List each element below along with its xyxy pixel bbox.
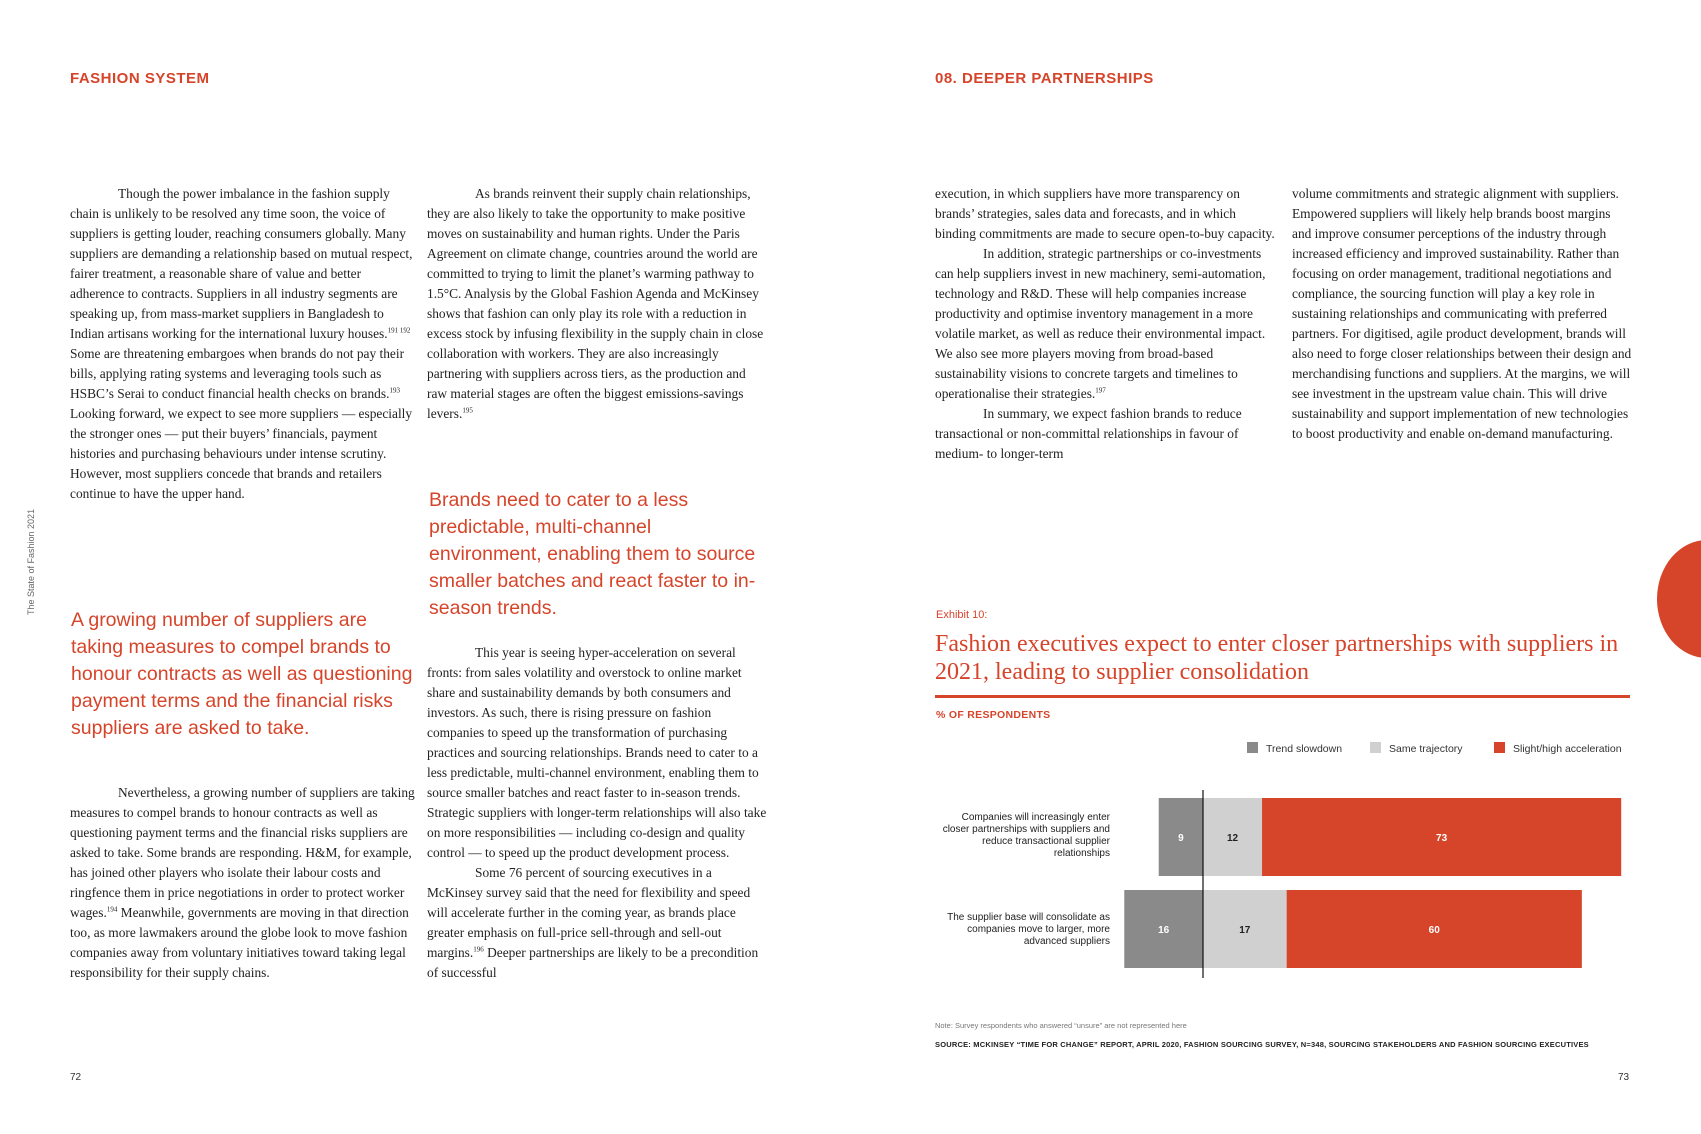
legend-item-trend-slowdown: Trend slowdown: [1247, 742, 1342, 755]
stacked-bar-chart: [1120, 790, 1640, 990]
paragraph: Though the power imbalance in the fashion supply chain is unlikely to be resolved any time soon, the voice of suppliers is getting louder, reaching consumers globally. Many suppliers are demanding a relationship based on mutual respect, fairer treatment, a reasonable share of value and better adherence to contracts. Suppliers in all industry segments are speaking up, from mass-market suppliers in Bangladesh to Indian artisans working for the international luxury houses.$^{191 192}$ Some are threatening embargoes when brands do not pay their bills, applying rating systems and leveraging tools such as HSBC’s Serai to conduct financial health checks on brands.$^{193}$ Looking forward, we expect to see more suppliers — especially the stronger ones — put their buyers’ financials, payment histories and purchasing behaviours under intense scrutiny. However, most suppliers concede that brands and retailers continue to have the upper hand.: [70, 186, 413, 501]
section-label-right: 08. DEEPER PARTNERSHIPS: [935, 70, 1154, 87]
body-column-1-lower: [70, 783, 415, 983]
legend-item-acceleration: Slight/high acceleration: [1494, 742, 1622, 755]
chart-category-label-1: Companies will increasingly enter closer partnerships with suppliers and reduce transactional supplier relationships: [942, 812, 1110, 859]
decorative-red-circle: [1657, 540, 1701, 658]
exhibit-note: Note: Survey respondents who answered “unsure” are not represented here: [935, 1021, 1187, 1030]
body-column-3: [935, 184, 1275, 464]
paragraph: As brands reinvent their supply chain relationships, they are also likely to take the opportunity to make positive moves on sustainability and human rights. Under the Paris Agreement on climate change, countries around the world are committed to trying to limit the planet’s warming pathway to 1.5°C. Analysis by the Global Fashion Agenda and McKinsey shows that fashion can only play its role with a reduction in excess stock by infusing flexibility in the supply chain in close collaboration with workers. They are also increasingly partnering with suppliers across tiers, as the production and raw material stages are often the biggest emissions-savings levers.$^{195}$: [427, 186, 764, 421]
exhibit-label: Exhibit 10:: [936, 609, 988, 621]
legend-swatch: [1247, 742, 1258, 753]
section-label-left: FASHION SYSTEM: [70, 70, 210, 87]
bar-value-label: 17: [1239, 925, 1251, 936]
body-column-1: [70, 184, 415, 504]
exhibit-source: SOURCE: MCKINSEY “TIME FOR CHANGE” REPORT, APRIL 2020, FASHION SOURCING SURVEY, N=348, SOURCING STAKEHOLDERS AND FASHION SOURCING EXECUTIVES: [935, 1040, 1589, 1049]
paragraph: volume commitments and strategic alignment with suppliers. Empowered suppliers will likely help brands boost margins and improve consumer perceptions of the industry through increased efficiency and improved sustainability. Rather than focusing on order management, traditional negotiations and compliance, the sourcing function will play a key role in sustaining relationships and communicating with preferred partners. For digitised, agile product development, brands will also need to forge closer relationships between their design and merchandising functions and suppliers. At the margins, we will see investment in the upstream value chain. This will drive sustainability and support implementation of new technologies to boost productivity and enable on-demand manufacturing.: [1292, 186, 1632, 441]
pull-quote-2: Brands need to cater to a less predictable, multi-channel environment, enabling them to source smaller batches and react faster to in-season trends.: [429, 489, 756, 619]
body-column-2-lower: [427, 643, 767, 983]
legend-item-same-trajectory: Same trajectory: [1370, 742, 1463, 755]
exhibit-divider: [935, 695, 1630, 698]
legend-swatch: [1370, 742, 1381, 753]
bar-value-label: 12: [1226, 833, 1239, 844]
page-number-right: 73: [1618, 1072, 1630, 1083]
bar-value-label: 16: [1158, 925, 1170, 936]
page-number-left: 72: [70, 1072, 82, 1083]
exhibit-title: Fashion executives expect to enter closer partnerships with suppliers in 2021, leading to supplier consolidation: [935, 631, 1619, 685]
paragraph: This year is seeing hyper-acceleration on several fronts: from sales volatility and overstock to online market share and sustainability demands by both consumers and investors. As such, there is rising pressure on fashion companies to speed up the transformation of purchasing practices and sourcing relationships. Brands need to cater to a less predictable, multi-channel environment, enabling them to source smaller batches and react faster to in-season trends. Strategic suppliers with longer-term relationships will also take on more responsibilities — including co-design and quality control — to speed up the product development process.: [427, 645, 767, 860]
body-column-4: [1292, 184, 1632, 444]
bar-value-label: 73: [1436, 833, 1448, 844]
paragraph: Some 76 percent of sourcing executives in a McKinsey survey said that the need for flexibility and speed will accelerate further in the coming year, as brands place greater emphasis on full-price sell-through and sell-out margins.$^{196}$ Deeper partnerships are likely to be a precondition of successful: [427, 865, 759, 980]
bar-value-label: 60: [1428, 925, 1440, 936]
paragraph: In summary, we expect fashion brands to reduce transactional or non-committal relationships in favour of medium- to longer-term: [935, 406, 1242, 461]
bar-value-label: 9: [1178, 833, 1184, 844]
chart-category-label-2: The supplier base will consolidate as companies move to larger, more advanced suppliers: [947, 912, 1110, 947]
paragraph: Nevertheless, a growing number of suppliers are taking measures to compel brands to honour contracts as well as questioning payment terms and the financial risks suppliers are asked to take. Some brands are responding. H&M, for example, has joined other players who isolate their labour costs and ringfence them in price negotiations in order to protect worker wages.$^{194}$ Meanwhile, governments are moving in that direction too, as more lawmakers around the globe look to move fashion companies away from voluntary initiatives toward taking legal responsibility for their supply chains.: [70, 785, 415, 980]
exhibit-subtitle: % OF RESPONDENTS: [936, 709, 1051, 721]
paragraph: execution, in which suppliers have more transparency on brands’ strategies, sales data and forecasts, and in which binding commitments are made to secure open-to-buy capacity.: [935, 186, 1275, 241]
body-column-2: [427, 184, 767, 424]
side-publication-title: The State of Fashion 2021: [26, 508, 36, 615]
legend-swatch: [1494, 742, 1505, 753]
paragraph: In addition, strategic partnerships or co-investments can help suppliers invest in new machinery, semi-automation, technology and R&D. These will help companies increase productivity and optimise inventory management in a more volatile market, as well as reduce their environmental impact. We also see more players moving from broad-based sustainability visions to concrete targets and timelines to operationalise their strategies.$^{197}$: [935, 246, 1266, 401]
pull-quote-1: A growing number of suppliers are taking measures to compel brands to honour contracts as well as questioning payment terms and the financial risks suppliers are asked to take.: [71, 609, 413, 739]
